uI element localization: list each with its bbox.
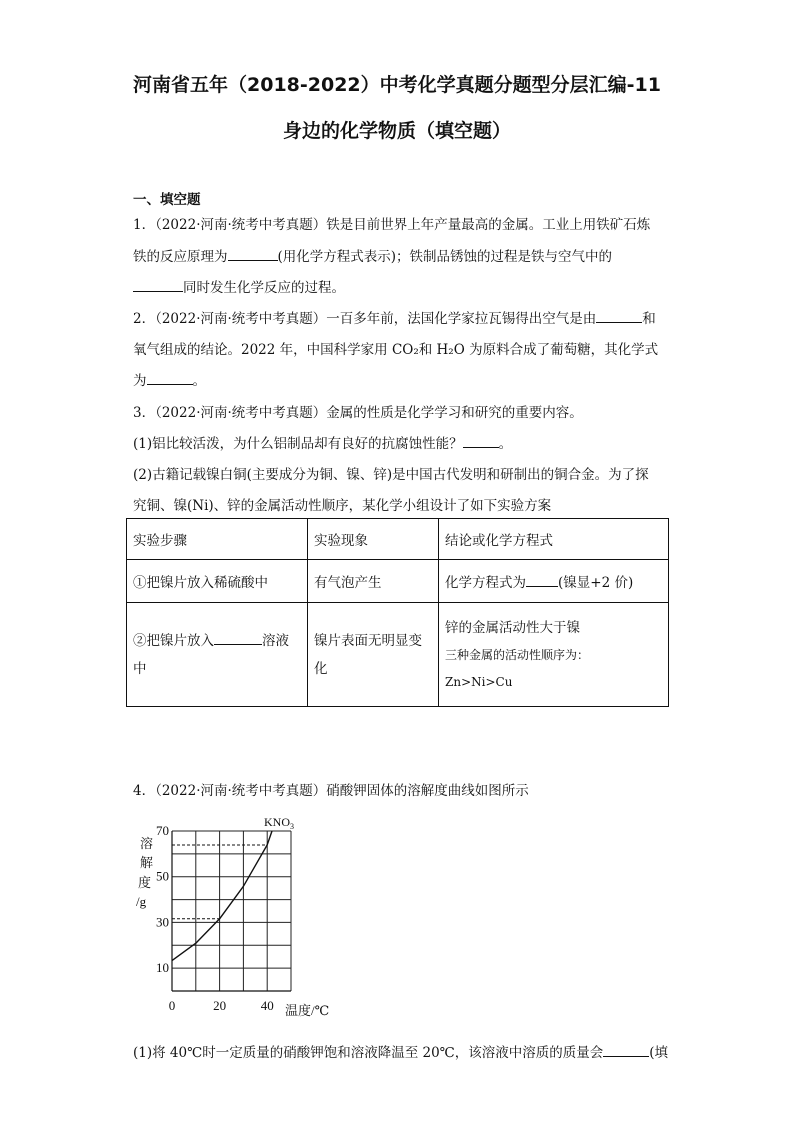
q2-text-b: 和 [642, 311, 656, 327]
q3-line3: (2)古籍记载镍白铜(主要成分为铜、镍、锌)是中国古代发明和研制出的铜合金。为了探 [133, 467, 649, 483]
table-cell-text: 化 [314, 660, 328, 677]
q2-text-c: 为 [133, 373, 147, 389]
series-label-kno3: $KNO_3$ [264, 815, 294, 831]
series-label-subscript: 3 [290, 822, 294, 831]
table-header-cell: 实验现象 [308, 519, 439, 560]
y-axis-label: /g [136, 894, 147, 909]
q1-text-b: (用化学方程式表示)；铁制品锈蚀的过程是铁与空气中的 [277, 249, 613, 265]
q2-line2: 氧气组成的结论。2022 年，中国科学家用 CO₂和 H₂O 为原料合成了葡萄糖，其化学式 [133, 342, 659, 358]
chart-marks [172, 815, 294, 961]
x-axis-label: 温度/℃ [285, 1003, 330, 1018]
q3-text-a: (1)铝比较活泼，为什么铝制品却有良好的抗腐蚀性能？ [133, 436, 463, 452]
table-cell-text: 中 [133, 660, 147, 677]
y-axis-label: 解 [140, 855, 154, 870]
q2-text-a: 2．（2022·河南·统考中考真题）一百多年前，法国化学家拉瓦锡得出空气是由 [133, 311, 597, 327]
kno3-solubility-curve [172, 831, 272, 961]
q4-blank-1[interactable] [603, 1044, 649, 1057]
q4-sub1-text-b: (填 [649, 1045, 669, 1061]
doc-title-line1: 河南省五年（2018-2022）中考化学真题分题型分层汇编-11 [133, 74, 661, 96]
table-cell-text: 镍片表面无明显变 [314, 632, 422, 649]
table-cell: ①把镍片放入稀硫酸中 [127, 560, 308, 603]
table-cell-text: 溶液 [262, 632, 289, 649]
table-header-cell: 结论或化学方程式 [439, 519, 669, 560]
q3-line1: 3．（2022·河南·统考中考真题）金属的性质是化学学习和研究的重要内容。 [133, 405, 583, 421]
q4-sub1-text-a: (1)将 40℃时一定质量的硝酸钾饱和溶液降温至 20℃，该溶液中溶质的质量会 [133, 1045, 604, 1061]
table-cell: 有气泡产生 [308, 560, 439, 603]
section-heading: 一、填空题 [133, 192, 201, 208]
table-cell-text: ②把镍片放入 [133, 632, 214, 649]
doc-title-line2: 身边的化学物质（填空题） [282, 120, 511, 142]
q3-line4: 究铜、镍(Ni)、锌的金属活动性顺序，某化学小组设计了如下实验方案 [133, 498, 552, 514]
table-cell-text: Zn>Ni>Cu [445, 674, 513, 689]
x-tick-label: 40 [260, 998, 274, 1013]
table-cell-text: 化学方程式为 [445, 575, 526, 591]
table-header-cell: 实验步骤 [127, 519, 308, 560]
y-tick-label: 30 [156, 914, 169, 930]
q4-line1: 4．（2022·河南·统考中考真题）硝酸钾固体的溶解度曲线如图所示 [133, 783, 529, 799]
q1-text-a: 铁的反应原理为 [133, 249, 228, 265]
y-axis-label: 度 [138, 875, 152, 890]
q1-text-c: 同时发生化学反应的过程。 [183, 280, 345, 296]
q1-line1: 1．（2022·河南·统考中考真题）铁是目前世界上年产量最高的金属。工业上用铁矿石炼 [133, 217, 651, 233]
q3-text-b: 。 [498, 436, 513, 452]
x-tick-label: 20 [213, 998, 227, 1013]
table-cell-text: (镍显+2 价) [558, 575, 634, 591]
chart-grid [172, 831, 291, 991]
table-cell-text: 锌的金属活动性大于镍 [445, 619, 580, 636]
q4-sub1 [133, 1041, 668, 1061]
y-tick-label: 50 [156, 868, 169, 884]
q2-text-d: 。 [192, 373, 206, 389]
y-tick-label: 70 [156, 823, 169, 838]
table-cell-text: 三种金属的活动性顺序为： [445, 647, 590, 662]
x-tick-label: 0 [168, 998, 176, 1013]
chart-axes [136, 823, 329, 1018]
y-tick-label: 10 [156, 960, 169, 976]
y-axis-label: 溶 [140, 836, 154, 851]
